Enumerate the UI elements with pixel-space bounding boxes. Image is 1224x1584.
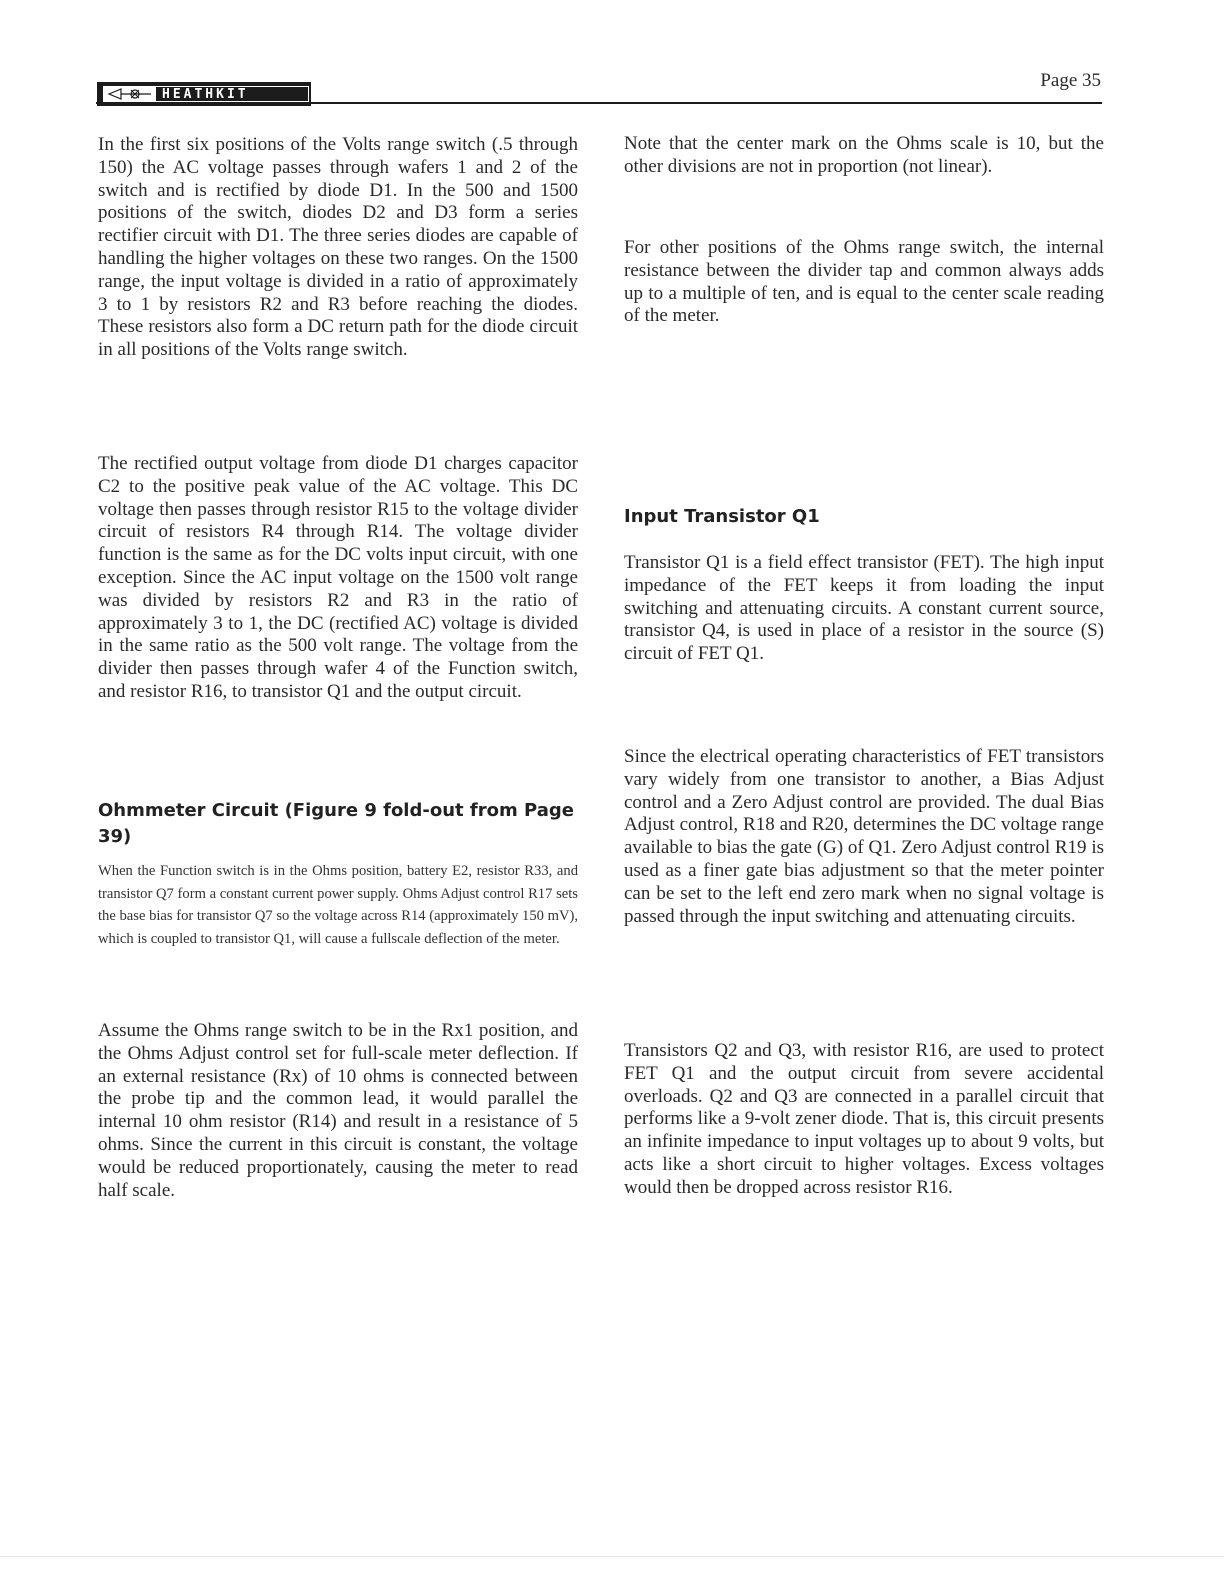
page-bottom-edge: [0, 1556, 1224, 1557]
right-paragraph-fet: Transistor Q1 is a field effect transistor (FET). The high input impedance of the FET keeps it from loading the input switching and attenuating circuits. A constant current source, transistor Q4, is used in place of a resistor in the source (S) circuit of FET Q1.: [624, 552, 1104, 665]
right-paragraph-bias-adjust: Since the electrical operating characteristics of FET transistors vary widely from one transistor to another, a Bias Adjust control and a Zero Adjust control are provided. The dual Bias Adjust control, R18 and R20, determines the DC voltage range available to bias the gate (G) of Q1. Zero Adjust control R19 is used as a finer gate bias adjustment so that the meter pointer can be set to the left end zero mark when no signal voltage is passed through the input switching and attenuating circuits.: [624, 746, 1104, 927]
heading-input-transistor: Input Transistor Q1: [624, 506, 820, 527]
page-number: Page 35: [1040, 70, 1101, 91]
left-paragraph-rectified-output: The rectified output voltage from diode D1 charges capacitor C2 to the positive peak value of the AC voltage. This DC voltage then passes through resistor R15 to the voltage divider circuit of resistors R4 through R14. The voltage divider function is the same as for the DC volts input circuit, with one exception. Since the AC input voltage on the 1500 volt range was divided by resistors R2 and R3 in the ratio of approximately 3 to 1, the DC (rectified AC) voltage is divided in the same ratio as the 500 volt range. The voltage from the divider then passes through wafer 4 of the Function switch, and resistor R16, to transistor Q1 and the output circuit.: [98, 453, 578, 702]
right-paragraph-ohms-range: For other positions of the Ohms range switch, the internal resistance between the divider tap and common always adds up to a multiple of ten, and is equal to the center scale reading of the meter.: [624, 237, 1104, 327]
heathkit-emblem-icon: [104, 87, 156, 101]
header-rule: [96, 102, 1102, 104]
heading-ohmmeter-circuit: Ohmmeter Circuit (Figure 9 fold-out from Page 39): [98, 800, 574, 847]
logo-text: HEATHKIT: [162, 86, 249, 102]
left-paragraph-ohms-power-supply: When the Function switch is in the Ohms position, battery E2, resistor R33, and transistor Q7 form a constant current power supply. Ohms Adjust control R17 sets the base bias for transistor Q7 so the voltage across R14 (approximately 150 mV), which is coupled to transistor Q1, will cause a fullscale deflection of the meter.: [98, 863, 578, 947]
heathkit-logo-frame: [103, 86, 309, 102]
left-paragraph-ac-rectifier: In the first six positions of the Volts range switch (.5 through 150) the AC voltage passes through wafers 1 and 2 of the switch and is rectified by diode D1. In the 500 and 1500 positions of the switch, diodes D2 and D3 form a series rectifier circuit with D1. The three series diodes are capable of handling the higher voltages on these two ranges. On the 1500 range, the input voltage is divided in a ratio of approximately 3 to 1 by resistors R2 and R3 before reaching the diodes. These resistors also form a DC return path for the diode circuit in all positions of the Volts range switch.: [98, 134, 578, 361]
left-paragraph-rx1-example: Assume the Ohms range switch to be in the Rx1 position, and the Ohms Adjust control set for full-scale meter deflection. If an external resistance (Rx) of 10 ohms is connected between the probe tip and the common lead, it would parallel the internal 10 ohm resistor (R14) and result in a resistance of 5 ohms. Since the current in this circuit is constant, the voltage would be reduced proportionately, causing the meter to read half scale.: [98, 1020, 578, 1201]
right-paragraph-overload-protection: Transistors Q2 and Q3, with resistor R16, are used to protect FET Q1 and the output circuit from severe accidental overloads. Q2 and Q3 are connected in a parallel circuit that performs like a 9-volt zener diode. That is, this circuit presents an infinite impedance to input voltages up to about 9 volts, but acts like a short circuit to higher voltages. Excess voltages would then be dropped across resistor R16.: [624, 1040, 1104, 1198]
right-paragraph-ohms-scale: Note that the center mark on the Ohms scale is 10, but the other divisions are not in proportion (not linear).: [624, 133, 1104, 177]
